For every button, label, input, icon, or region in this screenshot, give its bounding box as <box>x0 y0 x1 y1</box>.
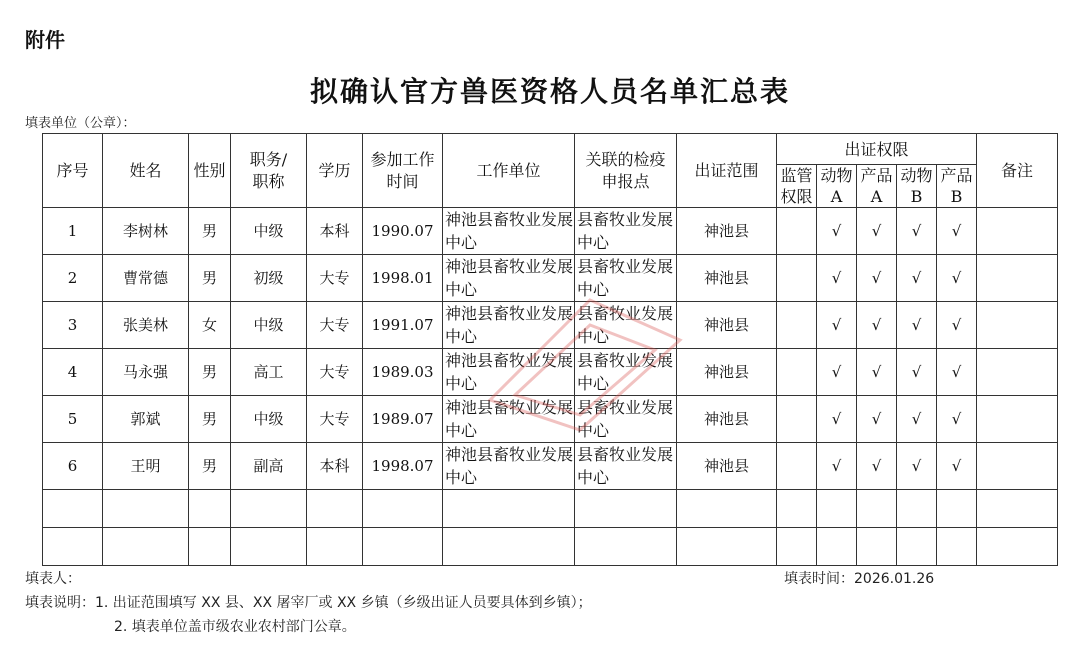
cell-animal-b: √ <box>897 208 937 255</box>
sub5-line1: 产品 <box>940 166 973 185</box>
cell-scope: 神池县 <box>677 208 777 255</box>
col-position-line2: 职称 <box>252 171 285 191</box>
blank-cell <box>677 490 777 528</box>
table-row <box>43 255 1058 302</box>
fill-time-value: 2026.01.26 <box>854 571 935 587</box>
cell-product-b: √ <box>937 255 977 302</box>
cell-workstart: 1998.01 <box>363 255 443 302</box>
col-education: 学历 <box>307 134 363 208</box>
cell-report-point: 县畜牧业发展中心 <box>575 255 677 302</box>
table-row <box>43 208 1058 255</box>
cell-seq: 2 <box>43 255 103 302</box>
cell-gender: 男 <box>189 208 231 255</box>
cell-product-a: √ <box>857 443 897 490</box>
cell-product-a: √ <box>857 255 897 302</box>
cell-gender: 男 <box>189 255 231 302</box>
col-scope: 出证范围 <box>677 134 777 208</box>
cell-supervision <box>777 255 817 302</box>
attachment-label: 附件 <box>25 28 65 52</box>
blank-cell <box>363 490 443 528</box>
blank-cell <box>677 528 777 566</box>
blank-cell <box>43 528 103 566</box>
cell-position: 中级 <box>231 396 307 443</box>
cell-scope: 神池县 <box>677 443 777 490</box>
cell-report-point: 县畜牧业发展中心 <box>575 443 677 490</box>
cell-supervision <box>777 208 817 255</box>
cell-education: 大专 <box>307 255 363 302</box>
table-row <box>43 349 1058 396</box>
blank-cell <box>937 528 977 566</box>
blank-cell <box>977 528 1058 566</box>
cell-remarks <box>977 396 1058 443</box>
cell-name: 王明 <box>103 443 189 490</box>
cell-workstart: 1989.03 <box>363 349 443 396</box>
sub1-line1: 监管 <box>780 166 813 185</box>
col-name: 姓名 <box>103 134 189 208</box>
blank-cell <box>43 490 103 528</box>
col-workstart-line1: 参加工作 <box>370 149 435 169</box>
cell-seq: 4 <box>43 349 103 396</box>
cell-education: 大专 <box>307 396 363 443</box>
col-gender: 性别 <box>189 134 231 208</box>
col-seq: 序号 <box>43 134 103 208</box>
sub4-line2: B <box>910 187 923 206</box>
cell-animal-a: √ <box>817 208 857 255</box>
cell-position: 中级 <box>231 302 307 349</box>
blank-cell <box>777 528 817 566</box>
sub2-line1: 动物 <box>820 166 853 185</box>
cell-animal-a: √ <box>817 396 857 443</box>
blank-cell <box>103 528 189 566</box>
cell-name: 李树林 <box>103 208 189 255</box>
col-employer: 工作单位 <box>443 134 575 208</box>
cell-product-b: √ <box>937 443 977 490</box>
cell-scope: 神池县 <box>677 302 777 349</box>
sub3-line2: A <box>870 187 883 206</box>
col-report-line2: 申报点 <box>601 171 650 191</box>
table-row <box>43 302 1058 349</box>
cell-product-b: √ <box>937 396 977 443</box>
cell-animal-a: √ <box>817 302 857 349</box>
blank-cell <box>231 490 307 528</box>
cell-animal-a: √ <box>817 349 857 396</box>
cell-education: 本科 <box>307 208 363 255</box>
blank-cell <box>103 490 189 528</box>
cell-gender: 男 <box>189 443 231 490</box>
blank-cell <box>857 490 897 528</box>
cell-workstart: 1998.07 <box>363 443 443 490</box>
sub4-line1: 动物 <box>900 166 933 185</box>
cell-scope: 神池县 <box>677 396 777 443</box>
sub5-line2: B <box>950 187 963 206</box>
cell-supervision <box>777 302 817 349</box>
cell-seq: 6 <box>43 443 103 490</box>
cell-animal-a: √ <box>817 443 857 490</box>
blank-cell <box>443 528 575 566</box>
cell-name: 曹常德 <box>103 255 189 302</box>
fill-time-label: 填表时间： <box>784 571 854 587</box>
blank-cell <box>937 490 977 528</box>
filler-label: 填表人： <box>25 571 81 587</box>
cell-name: 张美林 <box>103 302 189 349</box>
blank-cell <box>857 528 897 566</box>
cell-scope: 神池县 <box>677 349 777 396</box>
cell-seq: 5 <box>43 396 103 443</box>
blank-cell <box>897 490 937 528</box>
blank-cell <box>817 528 857 566</box>
cell-product-a: √ <box>857 302 897 349</box>
cell-gender: 男 <box>189 349 231 396</box>
cell-remarks <box>977 443 1058 490</box>
cell-position: 副高 <box>231 443 307 490</box>
table-row <box>43 443 1058 490</box>
cell-employer: 神池县畜牧业发展中心 <box>443 443 575 490</box>
cell-report-point: 县畜牧业发展中心 <box>575 208 677 255</box>
blank-cell <box>897 528 937 566</box>
cell-workstart: 1991.07 <box>363 302 443 349</box>
cell-scope: 神池县 <box>677 255 777 302</box>
cell-product-b: √ <box>937 349 977 396</box>
blank-cell <box>307 528 363 566</box>
blank-cell <box>307 490 363 528</box>
col-sub-product-a <box>857 165 897 208</box>
col-sub-supervision <box>777 165 817 208</box>
blank-row <box>43 490 1058 528</box>
col-sub-animal-a <box>817 165 857 208</box>
col-sub-animal-b <box>897 165 937 208</box>
cell-product-b: √ <box>937 208 977 255</box>
blank-cell <box>817 490 857 528</box>
cell-education: 大专 <box>307 302 363 349</box>
col-workstart-line2: 时间 <box>386 171 419 191</box>
cell-supervision <box>777 349 817 396</box>
cell-report-point: 县畜牧业发展中心 <box>575 396 677 443</box>
cell-seq: 1 <box>43 208 103 255</box>
sub1-line2: 权限 <box>780 187 813 206</box>
cell-animal-a: √ <box>817 255 857 302</box>
cell-animal-b: √ <box>897 255 937 302</box>
cell-remarks <box>977 208 1058 255</box>
cell-employer: 神池县畜牧业发展中心 <box>443 208 575 255</box>
cell-remarks <box>977 302 1058 349</box>
cell-position: 初级 <box>231 255 307 302</box>
cell-education: 大专 <box>307 349 363 396</box>
cell-seq: 3 <box>43 302 103 349</box>
cell-animal-b: √ <box>897 302 937 349</box>
cell-gender: 男 <box>189 396 231 443</box>
col-authority: 出证权限 <box>777 134 977 165</box>
cell-report-point: 县畜牧业发展中心 <box>575 302 677 349</box>
col-sub-product-b <box>937 165 977 208</box>
roster-table <box>42 133 1058 566</box>
cell-workstart: 1989.07 <box>363 396 443 443</box>
cell-product-a: √ <box>857 349 897 396</box>
blank-cell <box>575 490 677 528</box>
col-workstart <box>363 134 443 208</box>
table-body <box>43 208 1058 566</box>
blank-cell <box>189 490 231 528</box>
col-remarks: 备注 <box>977 134 1058 208</box>
blank-row <box>43 528 1058 566</box>
blank-cell <box>189 528 231 566</box>
cell-animal-b: √ <box>897 443 937 490</box>
sub2-line2: A <box>830 187 843 206</box>
cell-remarks <box>977 349 1058 396</box>
note-1: 填表说明：1. 出证范围填写 XX 县、XX 屠宰厂或 XX 乡镇（乡级出证人员要具体到乡镇）； <box>25 595 592 611</box>
cell-employer: 神池县畜牧业发展中心 <box>443 396 575 443</box>
cell-name: 郭斌 <box>103 396 189 443</box>
cell-employer: 神池县畜牧业发展中心 <box>443 349 575 396</box>
cell-report-point: 县畜牧业发展中心 <box>575 349 677 396</box>
cell-education: 本科 <box>307 443 363 490</box>
cell-position: 高工 <box>231 349 307 396</box>
note-2: 2. 填表单位盖市级农业农村部门公章。 <box>114 619 356 635</box>
blank-cell <box>575 528 677 566</box>
cell-supervision <box>777 443 817 490</box>
col-position-line1: 职务/ <box>249 149 288 169</box>
cell-product-b: √ <box>937 302 977 349</box>
cell-name: 马永强 <box>103 349 189 396</box>
table-header-row <box>43 134 1058 165</box>
col-position <box>231 134 307 208</box>
blank-cell <box>777 490 817 528</box>
cell-product-a: √ <box>857 396 897 443</box>
fill-time <box>784 568 934 588</box>
blank-cell <box>363 528 443 566</box>
cell-product-a: √ <box>857 208 897 255</box>
col-report-line1: 关联的检疫 <box>585 149 666 169</box>
table-row <box>43 396 1058 443</box>
blank-cell <box>977 490 1058 528</box>
sub3-line1: 产品 <box>860 166 893 185</box>
cell-position: 中级 <box>231 208 307 255</box>
cell-animal-b: √ <box>897 396 937 443</box>
blank-cell <box>231 528 307 566</box>
cell-employer: 神池县畜牧业发展中心 <box>443 302 575 349</box>
cell-employer: 神池县畜牧业发展中心 <box>443 255 575 302</box>
col-report-point <box>575 134 677 208</box>
page-title: 拟确认官方兽医资格人员名单汇总表 <box>309 75 790 108</box>
cell-gender: 女 <box>189 302 231 349</box>
cell-animal-b: √ <box>897 349 937 396</box>
cell-workstart: 1990.07 <box>363 208 443 255</box>
fill-unit-label: 填表单位（公章）： <box>25 116 136 131</box>
blank-cell <box>443 490 575 528</box>
cell-remarks <box>977 255 1058 302</box>
cell-supervision <box>777 396 817 443</box>
